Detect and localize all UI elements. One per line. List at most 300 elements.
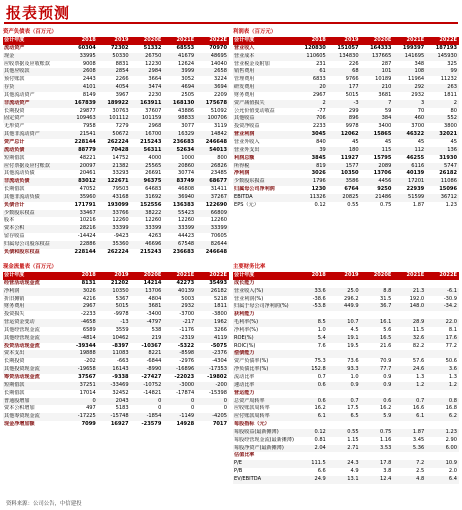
row-value: 19.5 <box>347 342 359 349</box>
row-value: 9766 <box>345 76 359 83</box>
row-value: 538 <box>151 326 162 333</box>
row-value: 98833 <box>163 115 196 123</box>
row-value: 21.6 <box>380 342 392 349</box>
row-value: 262224 <box>107 138 129 145</box>
row-value: 20825 <box>328 194 361 202</box>
row-label: 估值比率 <box>234 452 255 459</box>
row-label: 其他投资现金流 <box>3 366 65 374</box>
row-label: 流动资产 <box>4 44 25 51</box>
row-value: 1796 <box>295 178 328 186</box>
row-value: 5.36 <box>393 445 426 453</box>
row-value: 896 <box>328 115 361 123</box>
table-row <box>3 108 229 116</box>
row-value: 28.9 <box>393 319 426 327</box>
row-value: 11086 <box>426 178 459 186</box>
row-value: 819 <box>295 163 328 171</box>
row-value: 17014 <box>79 389 96 396</box>
row-label: 其他应收款 <box>3 68 65 76</box>
row-value: -30.9 <box>443 295 457 302</box>
row-value: 17.5 <box>347 405 359 412</box>
table-row <box>233 76 459 84</box>
row-label: 负债和股东权益 <box>4 248 40 255</box>
row-value: 171791 <box>74 201 96 208</box>
row-value: -15398 <box>208 389 227 396</box>
row-value: 14752 <box>112 154 129 161</box>
row-value: 3664 <box>148 76 162 83</box>
row-value: -2233 <box>80 311 96 318</box>
row-value: 236683 <box>172 138 195 145</box>
row-value: 2266 <box>115 76 129 83</box>
row-value: 5.6 <box>383 326 392 333</box>
row-value: 100706 <box>196 115 229 123</box>
row-value: 1.15 <box>347 436 359 443</box>
row-value: 101 <box>361 68 394 76</box>
year-header: 2022E <box>426 272 459 280</box>
row-value: -202 <box>84 358 96 365</box>
row-value: 26182 <box>196 288 229 296</box>
row-value: 840 <box>316 138 326 145</box>
row-label: 归属于母公司净利润(%) <box>233 303 295 311</box>
row-value: -17353 <box>196 366 229 374</box>
row-value: 0 <box>65 398 98 406</box>
row-value: 2089 <box>361 163 394 171</box>
row-label: 偿债能力 <box>233 350 295 358</box>
table-row <box>233 303 459 311</box>
row-value <box>328 311 361 319</box>
row-value: 52634 <box>163 147 196 155</box>
table-row <box>3 170 229 178</box>
row-label: 折旧摊销 <box>4 295 25 302</box>
row-value: -8990 <box>131 366 164 374</box>
row-value: 16700 <box>131 131 164 139</box>
table-row <box>233 61 459 69</box>
row-label: 普通股增加 <box>3 398 65 406</box>
row-value <box>361 280 394 288</box>
table-row <box>3 53 229 61</box>
row-value: 79503 <box>112 186 129 193</box>
row-value: 50330 <box>98 53 131 61</box>
row-value: 15865 <box>361 131 394 139</box>
row-label: 每股指标（元） <box>234 421 270 428</box>
row-value: 50.6 <box>445 358 457 365</box>
row-value: 706 <box>295 115 328 123</box>
row-value: 192.0 <box>409 295 425 302</box>
row-label: 净利润 <box>234 170 250 177</box>
row-label: 净利润 <box>3 288 65 296</box>
row-value: 7.6 <box>317 342 326 349</box>
row-label: 营业收入 <box>234 44 255 51</box>
row-label: 现金净增加额 <box>4 421 35 428</box>
row-value <box>361 350 394 358</box>
table-row <box>3 61 229 69</box>
table-row <box>3 84 229 92</box>
row-value: 0.55 <box>328 429 361 437</box>
row-value: -16896 <box>163 366 196 374</box>
table-row <box>3 194 229 202</box>
table-row <box>233 288 459 296</box>
row-value: 13.1 <box>328 476 361 484</box>
row-value: 1230 <box>311 186 326 193</box>
balance-sheet-title: 资产负债表（百万元） <box>3 29 57 35</box>
year-header: 2022E <box>196 37 229 45</box>
row-value: 1.16 <box>380 436 392 443</box>
row-value: 12.4 <box>361 476 394 484</box>
row-label: 归属母公司净利润 <box>234 186 275 193</box>
row-value: 46696 <box>131 241 164 249</box>
row-label: 公允价值变动收益 <box>234 107 275 114</box>
row-label: 营运能力 <box>234 389 255 396</box>
year-header: 2018 <box>295 37 328 45</box>
ratios-section <box>233 262 459 484</box>
row-value: 22.0 <box>426 319 459 327</box>
row-value <box>426 350 459 358</box>
row-label: 投资净收益 <box>234 123 260 130</box>
table-row <box>233 45 459 53</box>
row-value: 3586 <box>328 178 361 186</box>
row-value: 6.6 <box>317 468 326 475</box>
row-value: 0.75 <box>380 201 392 208</box>
row-value: -39344 <box>75 342 96 349</box>
row-value <box>393 452 426 460</box>
row-value: 3845 <box>311 154 326 161</box>
row-value: 22939 <box>406 186 425 193</box>
row-value: 215243 <box>140 138 162 145</box>
row-value: -663 <box>117 358 129 365</box>
row-label: 资本公积增加 <box>4 405 35 412</box>
row-value: 1.2 <box>393 382 426 390</box>
row-value: 93.3 <box>328 366 361 374</box>
row-value: 3045 <box>295 131 328 139</box>
table-header-row <box>233 37 459 45</box>
income-statement-title: 利润表（百万元） <box>233 29 277 35</box>
table-row <box>233 280 459 288</box>
row-value: 77.7 <box>361 366 394 374</box>
row-value: 6.1 <box>393 413 426 421</box>
row-value: 10189 <box>375 76 392 83</box>
row-value: 189922 <box>98 100 131 108</box>
row-value: 37251 <box>65 382 98 390</box>
row-value: 1.87 <box>412 201 425 208</box>
row-value: 51599 <box>393 194 426 202</box>
row-label: 资产总计 <box>4 138 25 145</box>
ratios-title: 主要财务比率 <box>233 264 266 270</box>
row-value: 55423 <box>163 210 196 218</box>
table-row <box>233 468 459 476</box>
row-label: 应付票据及应付账款 <box>3 163 65 171</box>
cash-flow-table <box>3 272 229 429</box>
table-row <box>3 319 229 327</box>
row-value: 5015 <box>345 91 359 98</box>
row-value: 16.5 <box>361 335 394 343</box>
row-value: 148.0 <box>393 303 426 311</box>
row-value: 96375 <box>131 178 164 186</box>
row-value: 10216 <box>79 217 96 224</box>
row-value: -2319 <box>163 335 196 343</box>
row-value: 14214 <box>143 279 162 286</box>
row-label: 资本支出 <box>3 350 65 358</box>
row-value: 136 <box>426 147 459 155</box>
row-value: 8221 <box>131 350 164 358</box>
row-value: 11927 <box>340 154 359 161</box>
row-value: 45 <box>384 138 392 145</box>
row-value: 4101 <box>65 84 98 92</box>
row-value: 26182 <box>439 170 457 177</box>
row-label: 投资活动现金流 <box>4 342 40 349</box>
row-label: 应付账款周转率 <box>233 413 295 421</box>
row-value: 11232 <box>440 76 457 83</box>
row-value: 6764 <box>344 186 359 193</box>
row-value: 296.2 <box>344 295 359 302</box>
row-value: 3999 <box>163 68 196 76</box>
row-label: 经营活动现金流 <box>4 279 40 286</box>
row-value: 70 <box>417 107 425 114</box>
row-value: 31.5 <box>380 295 392 302</box>
row-label: 研发费用 <box>233 84 295 92</box>
row-value: 0.7 <box>393 398 426 406</box>
row-label: EBITDA <box>233 194 295 202</box>
row-value: 57.6 <box>412 358 425 365</box>
row-value <box>361 390 394 398</box>
row-value: 1811 <box>444 91 457 98</box>
row-value: 5218 <box>214 295 227 302</box>
row-value: 47052 <box>79 186 96 193</box>
row-value: 3077 <box>181 123 195 130</box>
row-value: 3681 <box>378 91 392 98</box>
row-value: 45 <box>417 138 425 145</box>
table-row <box>233 53 459 61</box>
table-row <box>3 374 229 382</box>
table-row <box>3 115 229 123</box>
row-label: 资产负债率(%) <box>234 358 269 365</box>
row-label: 其他流动资产 <box>4 91 35 98</box>
row-label: 无形资产 <box>4 123 25 130</box>
header-label: 会计年度 <box>3 272 65 280</box>
row-value: 7.2 <box>393 460 426 468</box>
row-value: -10367 <box>141 342 162 349</box>
row-value: 99 <box>426 68 459 76</box>
row-value: 1962 <box>196 319 229 327</box>
table-row <box>3 405 229 413</box>
row-value: 64683 <box>145 186 162 193</box>
row-value: 26826 <box>196 163 229 171</box>
row-value: 6833 <box>312 76 326 83</box>
table-row <box>233 155 459 163</box>
row-value: 0.7 <box>317 373 326 380</box>
row-value: 2 <box>295 100 328 108</box>
table-row <box>3 366 229 374</box>
table-row <box>233 178 459 186</box>
row-label: 资产减值损失 <box>233 100 295 108</box>
row-value: 10350 <box>98 288 131 296</box>
row-value: 10.9 <box>426 460 459 468</box>
row-value: 8131 <box>81 279 96 286</box>
row-value: 3400 <box>378 123 392 130</box>
row-value: 12260 <box>177 217 195 224</box>
row-value: 5747 <box>426 163 459 171</box>
row-value: 51092 <box>210 107 227 114</box>
row-value: 31930 <box>439 154 457 161</box>
row-value: 46808 <box>177 186 195 193</box>
row-label: 其他非流动负债 <box>3 194 65 202</box>
page-title: 报表预测 <box>6 4 71 22</box>
row-value: 20461 <box>79 170 96 177</box>
row-value: 35360 <box>98 241 131 249</box>
title-divider <box>4 22 458 24</box>
row-value: 1.0 <box>317 326 326 333</box>
year-header: 2018 <box>65 37 98 45</box>
table-row <box>3 398 229 406</box>
row-value <box>393 280 426 288</box>
table-row <box>3 421 229 429</box>
table-row <box>233 358 459 366</box>
row-value: 3.8 <box>383 468 392 475</box>
row-value: 101159 <box>131 115 164 123</box>
row-value: 3224 <box>214 76 227 83</box>
row-value: -17225 <box>65 413 98 421</box>
row-value: 36940 <box>163 194 196 202</box>
row-value: 30774 <box>177 170 195 177</box>
row-value: 12260 <box>145 217 162 224</box>
row-label: 资本公积 <box>3 225 65 233</box>
row-value: 33467 <box>65 210 98 218</box>
row-value: 3.45 <box>412 436 425 443</box>
row-label: 总资产周转率 <box>233 398 295 406</box>
table-row <box>233 186 459 194</box>
row-value: 3474 <box>131 84 164 92</box>
row-value: 2209 <box>214 91 227 98</box>
row-value: 16.8 <box>445 405 457 412</box>
row-value: 5183 <box>115 405 129 412</box>
year-header: 2018 <box>295 272 328 280</box>
row-label: 获利能力 <box>234 311 255 318</box>
table-row <box>233 445 459 453</box>
row-value: 17.8 <box>361 460 394 468</box>
table-row <box>233 194 459 202</box>
row-value: 180 <box>328 147 361 155</box>
row-value: 141695 <box>393 53 426 61</box>
row-value: 2967 <box>65 303 98 311</box>
row-value: 0.7 <box>328 398 361 406</box>
row-value: -2376 <box>196 350 229 358</box>
row-value: -10752 <box>131 382 164 390</box>
year-header: 2022E <box>426 37 459 45</box>
row-value <box>328 280 361 288</box>
row-value: 2443 <box>82 76 96 83</box>
row-label: 营业税金及附加 <box>234 60 270 67</box>
row-value: -5322 <box>177 342 195 349</box>
row-value: 36.7 <box>361 303 394 311</box>
row-value: -23579 <box>141 421 162 428</box>
row-value: 39 <box>295 147 328 155</box>
row-value: -33469 <box>98 382 131 390</box>
row-value: 16.1 <box>361 319 394 327</box>
row-value: 3119 <box>214 123 227 130</box>
row-label: 预付账款 <box>4 76 25 83</box>
row-label: 每股经营现金流(最新摊薄) <box>234 436 295 443</box>
row-value: -4304 <box>212 358 227 365</box>
table-row <box>233 100 459 108</box>
row-value: 32.6 <box>393 335 426 343</box>
row-value: -4658 <box>65 319 98 327</box>
row-value: 11.5 <box>412 326 425 333</box>
row-value: 262224 <box>107 248 129 255</box>
row-value: 384 <box>361 115 394 123</box>
row-value: 460 <box>393 115 426 123</box>
table-row <box>233 319 459 327</box>
year-header: 2021E <box>393 272 426 280</box>
table-row <box>3 76 229 84</box>
table-row <box>233 296 459 304</box>
row-value: 226 <box>348 60 359 67</box>
row-value: 5003 <box>181 295 195 302</box>
row-value: 134830 <box>328 53 361 61</box>
row-value: 26691 <box>145 170 162 177</box>
row-value: 70970 <box>209 44 227 51</box>
table-row <box>3 123 229 131</box>
header-label: 会计年度 <box>233 272 295 280</box>
row-value: 10350 <box>340 170 359 177</box>
row-value: -1854 <box>131 413 164 421</box>
table-row <box>233 366 459 374</box>
table-row <box>3 147 229 155</box>
row-value: 31692 <box>131 194 164 202</box>
header-label: 会计年度 <box>3 37 65 45</box>
row-value: 72302 <box>110 44 129 51</box>
row-label: 净负债比率(%) <box>233 366 295 374</box>
year-header: 2021E <box>163 37 196 45</box>
row-value: 37567 <box>78 373 96 380</box>
row-value: 41679 <box>163 53 196 61</box>
row-label: 营运资金变动 <box>3 319 65 327</box>
row-label: 营业外收入 <box>234 138 260 145</box>
table-row <box>3 217 229 225</box>
row-label: 利润总额 <box>234 154 255 161</box>
row-value: 12260 <box>112 217 129 224</box>
row-value: -3800 <box>212 311 227 318</box>
row-value <box>426 311 459 319</box>
row-value: 1.0 <box>350 373 359 380</box>
row-value: 50672 <box>98 131 131 139</box>
row-value: -8397 <box>112 342 129 349</box>
row-value: 1.23 <box>426 429 459 437</box>
row-value: 449.9 <box>328 303 361 311</box>
row-value: 10462 <box>98 335 131 343</box>
row-value: 2854 <box>98 68 131 76</box>
row-value: 2.90 <box>445 436 457 443</box>
row-value: 2.5 <box>416 468 425 475</box>
row-value <box>361 311 394 319</box>
row-label: 其他收益 <box>233 115 295 123</box>
row-value: 33399 <box>196 225 229 233</box>
row-value: 45 <box>352 138 359 145</box>
row-value: 24.3 <box>328 460 361 468</box>
row-value: 12624 <box>177 60 195 67</box>
row-label: 长期投资 <box>4 358 25 365</box>
row-value: 15096 <box>439 186 457 193</box>
row-value: 46255 <box>406 154 425 161</box>
row-value: 33.6 <box>295 288 328 296</box>
year-header: 2021E <box>393 37 426 45</box>
row-value: 177 <box>328 84 361 92</box>
income-statement-table <box>233 37 459 210</box>
row-value: 4804 <box>148 295 162 302</box>
row-value: 48695 <box>196 53 229 61</box>
table-row <box>3 210 229 218</box>
row-label: 营业外支出 <box>233 147 295 155</box>
row-value: -200 <box>196 382 229 390</box>
table-row <box>233 115 459 123</box>
row-value: 23485 <box>210 170 227 177</box>
